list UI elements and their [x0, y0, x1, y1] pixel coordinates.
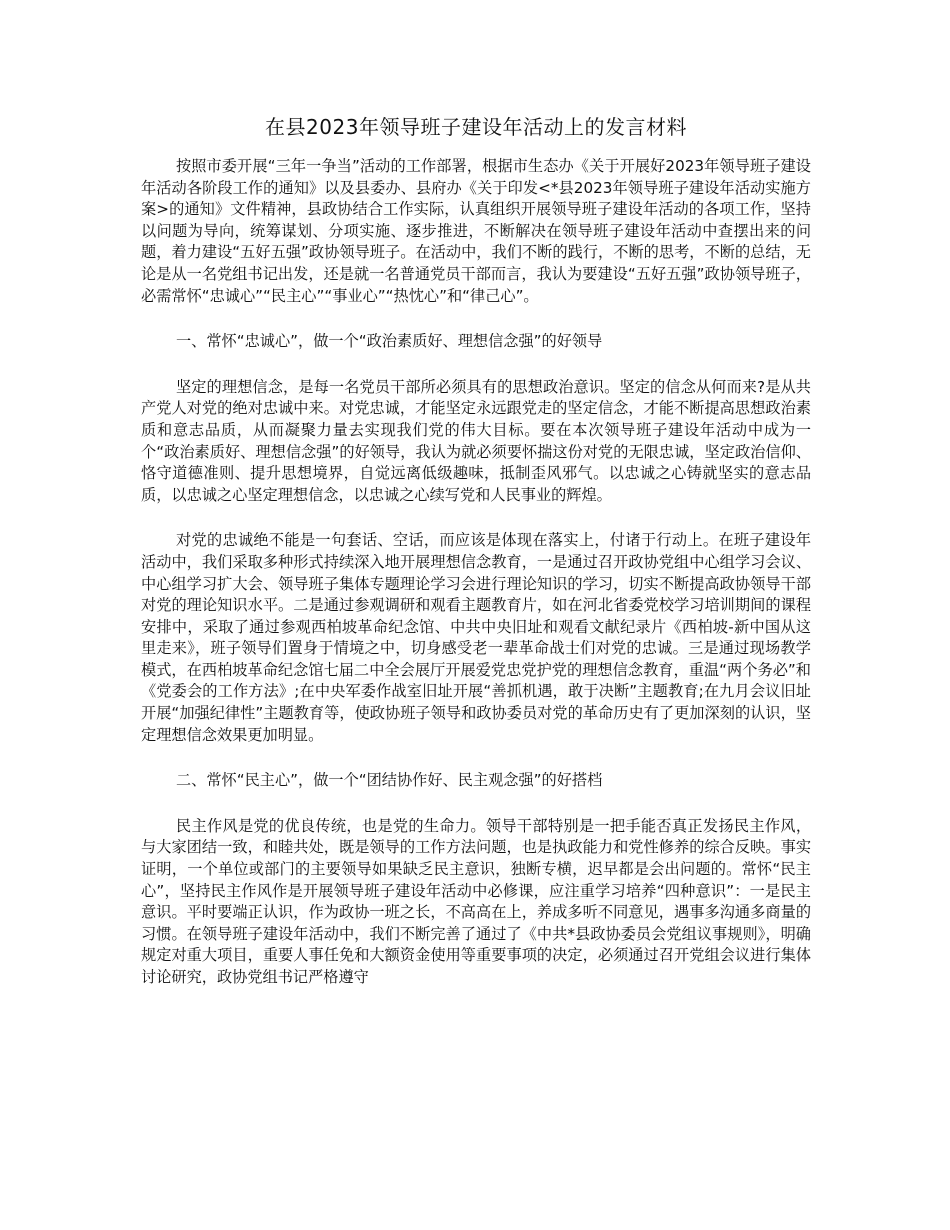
- document-title: 在县2023年领导班子建设年活动上的发言材料: [265, 115, 687, 139]
- section-1-paragraph-1: 坚定的理想信念，是每一名党员干部所必须具有的思想政治意识。坚定的信念从何而来?是从共产党人对党的绝对忠诚中来。对党忠诚，才能坚定永远跟党走的坚定信念，才能不断提高思想政治素质和意志品质，从而凝聚力量去实现我们党的伟大目标。要在本次领导班子建设年活动中成为一个“政治素质好、理想信念强”的好领导，我认为就必须要怀揣这份对党的无限忠诚，坚定政治信仰、恪守道德准则、提升思想境界，自觉远离低级趣味，抵制歪风邪气。以忠诚之心铸就坚实的意志品质，以忠诚之心坚定理想信念，以忠诚之心续写党和人民事业的辉煌。: [141, 377, 811, 504]
- intro-paragraph: 按照市委开展“三年一争当”活动的工作部署，根据市生态办《关于开展好2023年领导班子建设年活动各阶段工作的通知》以及县委办、县府办《关于印发<*县2023年领导班子建设年活动实施方案>的通知》文件精神，县政协结合工作实际，认真组织开展领导班子建设年活动的各项工作，坚持以问题为导向，统筹谋划、分项实施、逐步推进，不断解决在领导班子建设年活动中查摆出来的问题，着力建设“五好五强”政协领导班子。在活动中，我们不断的践行，不断的思考，不断的总结，无论是从一名党组书记出发，还是就一名普通党员干部而言，我认为要建设“五好五强”政协领导班子，必需常怀“忠诚心”“民主心”“事业心”“热忱心”和“律己心”。: [141, 157, 811, 305]
- section-2-paragraph-1: 民主作风是党的优良传统，也是党的生命力。领导干部特别是一把手能否真正发扬民主作风，与大家团结一致，和睦共处，既是领导的工作方法问题，也是执政能力和党性修养的综合反映。事实证明，一个单位或部门的主要领导如果缺乏民主意识，独断专横，迟早都是会出问题的。常怀“民主心”，坚持民主作风作是开展领导班子建设年活动中必修课，应注重学习培养“四种意识”：一是民主意识。平时要端正认识，作为政协一班之长，不高高在上，养成多听不同意见，遇事多沟通多商量的习惯。在领导班子建设年活动中，我们不断完善了通过了《中共*县政协委员会党组议事规则》，明确规定对重大项目，重要人事任免和大额资金使用等重要事项的决定，必须通过召开党组会议进行集体讨论研究，政协党组书记严格遵守: [141, 816, 811, 986]
- document-page: [141, 112, 811, 1013]
- section-heading-2: 二、常怀“民主心”，做一个“团结协作好、民主观念强”的好搭档: [175, 771, 603, 790]
- section-heading-1: 一、常怀“忠诚心”，做一个“政治素质好、理想信念强”的好领导: [175, 332, 603, 351]
- section-1-paragraph-2: 对党的忠诚绝不能是一句套话、空话，而应该是体现在落实上，付诸于行动上。在班子建设年活动中，我们采取多种形式持续深入地开展理想信念教育，一是通过召开政协党组中心组学习会议、中心组学习扩大会、领导班子集体专题理论学习会进行理论知识的学习，切实不断提高政协领导干部对党的理论知识水平。二是通过参观调研和观看主题教育片，如在河北省委党校学习培训期间的课程安排中，采取了通过参观西柏坡革命纪念馆、中共中央旧址和观看文献纪录片《西柏坡-新中国从这里走来》，班子领导们置身于情境之中，切身感受老一辈革命战士们对党的忠诚。三是通过现场教学模式，在西柏坡革命纪念馆七届二中全会展厅开展爱党忠党护党的理想信念教育，重温“两个务必”和《党委会的工作方法》;在中央军委作战室旧址开展“善抓机遇，敢于决断”主题教育;在九月会议旧址开展“加强纪律性”主题教育等，使政协班子领导和政协委员对党的革命历史有了更加深刻的认识，坚定理想信念效果更加明显。: [141, 531, 811, 744]
